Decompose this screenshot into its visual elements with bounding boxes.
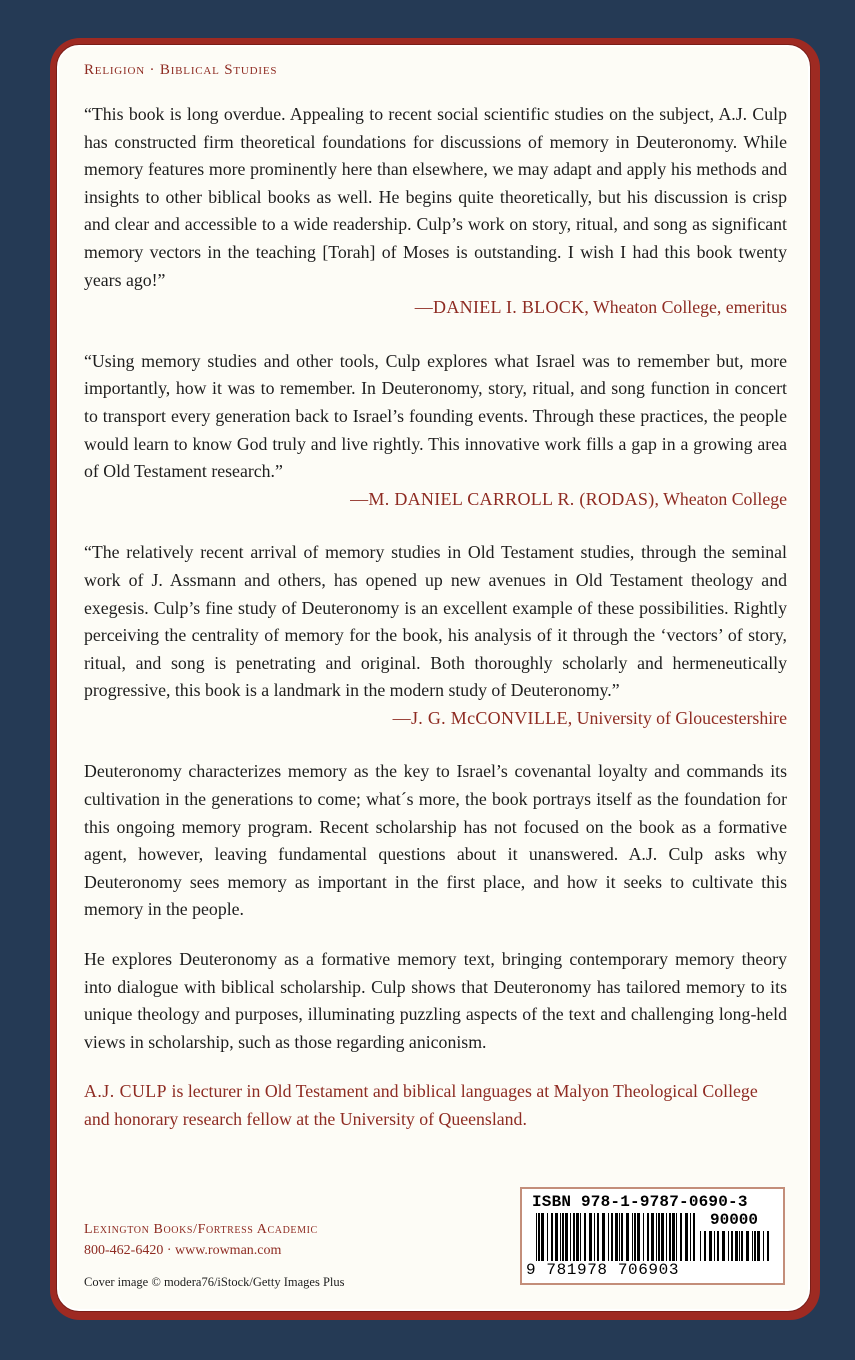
category-label: Religion · Biblical Studies (84, 62, 278, 78)
isbn-label: ISBN 978-1-9787-0690-3 (532, 1193, 748, 1211)
barcode-addon-bars-icon (700, 1231, 770, 1279)
barcode-bars-icon (536, 1213, 696, 1261)
barcode-addon-label: 90000 (710, 1211, 759, 1229)
endorsement-quote-1: “This book is long overdue. Appealing to recent social scientific studies on the subject, A.J. Culp has constructed firm theoretical foundations for discussions of memory in Deuteronomy. While memory features more prominently here than elsewhere, we may adapt and apply his methods and insights to other biblical books as well. He begins quite theoretically, but his discussion is crisp and clear and accessible to a wide readership. Culp’s work on story, ritual, and song as significant memory vectors in the teaching [Torah] of Moses is outstanding. I wish I had this book twenty years ago!” (84, 104, 787, 290)
endorsement-quote-3: “The relatively recent arrival of memory studies in Old Testament studies, through the seminal work of J. Assmann and others, has opened up new avenues in Old Testament theology and exegesis. Culp’s fine study of Deuteronomy is an excellent example of these possibilities. Rightly perceiving the centrality of memory for the book, his analysis of it through the ‘vectors’ of story, ritual, and song is penetrating and original. Both thoroughly scholarly and hermeneutically progressive, this book is a landmark in the modern study of Deuteronomy.” (84, 542, 787, 701)
description-paragraph-2: He explores Deuteronomy as a formative memory text, bringing contemporary memory theory into dialogue with biblical scholarship. Culp shows that Deuteronomy has tailored memory to its unique theology and purposes, illuminating puzzling aspects of the text and challenging long-held views in scholarship, such as those regarding aniconism. (84, 949, 787, 1052)
endorser-name: —DANIEL I. BLOCK (414, 297, 585, 318)
publisher-name: Lexington Books/Fortress Academic (84, 1222, 318, 1237)
endorsement-quote-2: “Using memory studies and other tools, Culp explores what Israel was to remember but, more importantly, how it was to remember. In Deuteronomy, story, ritual, and song function in concert to transport every generation back to Israel’s founding events. Through these practices, the people would learn to know God truly and live rightly. This innovative work fills a gap in a growing area of Old Testament research.” (84, 350, 787, 482)
author-bio (84, 1078, 787, 1133)
endorsement-attribution-3 (84, 705, 787, 733)
author-bio-text: is lecturer in Old Testament and biblical languages at Malyon Theological College and honorary research fellow at the University of Queensland. (84, 1081, 758, 1129)
endorser-name: —M. DANIEL CARROLL R. (RODAS) (350, 488, 655, 509)
endorser-affiliation: , Wheaton College (654, 488, 787, 509)
endorsement-attribution-1 (84, 294, 787, 322)
endorsement-attribution-2 (84, 486, 787, 514)
endorser-affiliation: , University of Gloucestershire (567, 707, 787, 728)
isbn-barcode (520, 1187, 785, 1285)
publisher-contact: 800-462-6420 · www.rowman.com (84, 1243, 282, 1258)
cover-image-credit: Cover image © modera76/iStock/Getty Images Plus (84, 1275, 345, 1289)
endorser-name: —J. G. McCONVILLE (392, 707, 568, 728)
barcode-digits: 9 781978 706903 (526, 1261, 680, 1279)
description-paragraph-1: Deuteronomy characterizes memory as the key to Israel’s covenantal loyalty and commands its cultivation in the generations to come; what´s more, the book portrays itself as the foundation for this ongoing memory program. Recent scholarship has not focused on the book as a formative agent, however, leaving fundamental questions about it unanswered. A.J. Culp asks why Deuteronomy sees memory as important in the first place, and how it seeks to cultivate this memory in the people. (84, 761, 787, 920)
author-name: A.J. CULP (84, 1081, 168, 1102)
back-cover-content (84, 62, 787, 1134)
endorser-affiliation: , Wheaton College, emeritus (584, 297, 787, 318)
